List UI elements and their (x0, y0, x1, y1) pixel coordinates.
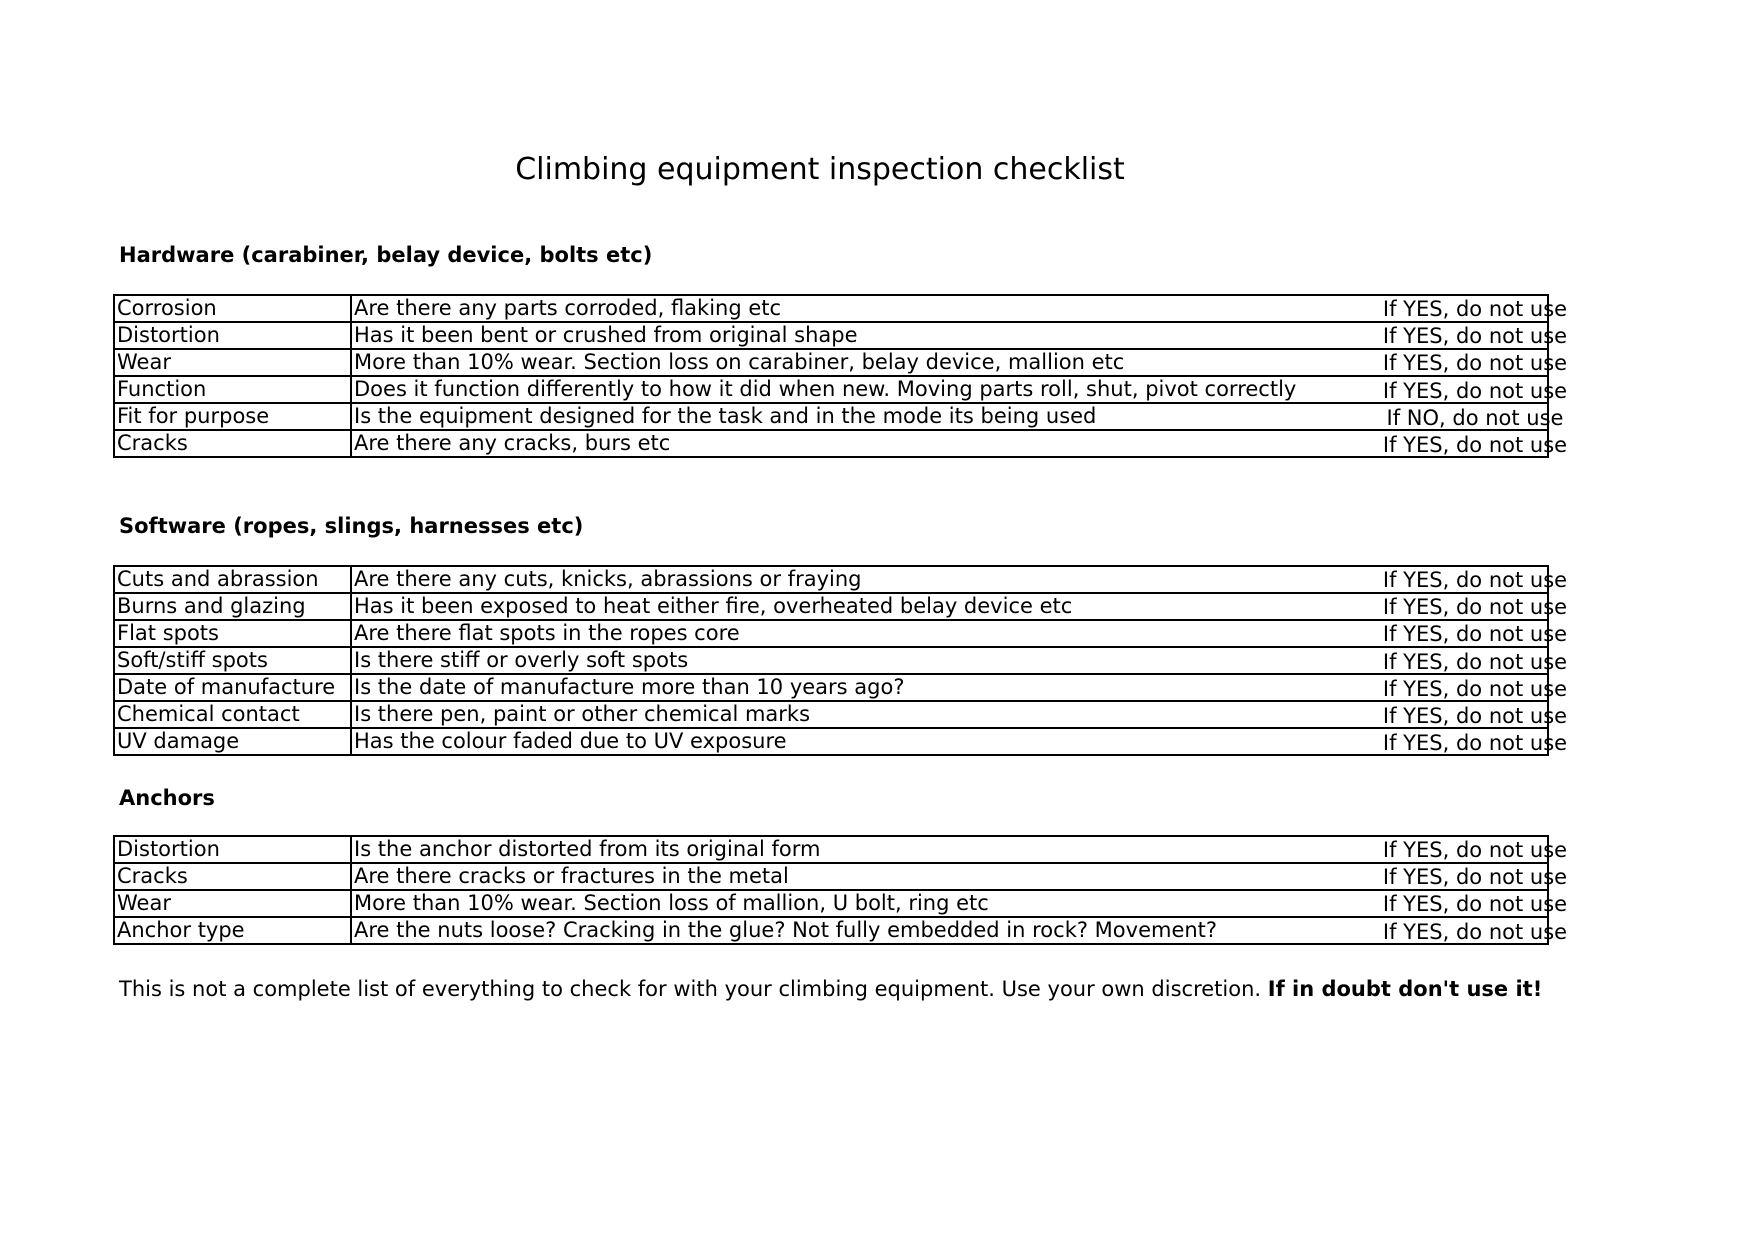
item-label: Chemical contact (114, 701, 351, 728)
software-verdicts (1330, 567, 1620, 757)
item-question: Has the colour faded due to UV exposure (351, 728, 1548, 755)
verdict-text: If YES, do not use (1382, 595, 1568, 620)
verdict-text: If YES, do not use (1382, 568, 1568, 592)
hardware-verdicts (1330, 296, 1620, 459)
item-question: Are there any parts corroded, flaking etc (351, 295, 1548, 322)
item-question: Has it been exposed to heat either fire, overheated belay device etc (351, 593, 1548, 620)
item-question: Is the equipment designed for the task and in the mode its being used (351, 403, 1548, 430)
item-label: Anchor type (114, 917, 351, 944)
item-label: Burns and glazing (114, 593, 351, 620)
verdict-text: If YES, do not use (1382, 432, 1568, 457)
page-title: Climbing equipment inspection checklist (515, 152, 1125, 187)
item-question: More than 10% wear. Section loss on carabiner, belay device, mallion etc (351, 349, 1548, 376)
item-question: Are there cracks or fractures in the metal (351, 863, 1548, 890)
verdict-text: If YES, do not use (1382, 324, 1568, 349)
anchors-verdicts (1330, 837, 1620, 946)
section-heading-software: Software (ropes, slings, harnesses etc) (119, 514, 584, 538)
item-label: Wear (114, 349, 351, 376)
section-heading-hardware: Hardware (carabiner, belay device, bolts etc) (119, 243, 653, 267)
item-question: Are there flat spots in the ropes core (351, 620, 1548, 647)
verdict-text: If YES, do not use (1382, 297, 1568, 321)
footer-text: This is not a complete list of everything to check for with your climbing equipment. Use your own discretion. (119, 977, 1268, 1001)
item-label: Wear (114, 890, 351, 917)
verdict-text: If YES, do not use (1382, 703, 1568, 728)
verdict-text: If YES, do not use (1382, 622, 1568, 647)
item-label: Soft/stiff spots (114, 647, 351, 674)
item-label: Fit for purpose (114, 403, 351, 430)
verdict-text: If YES, do not use (1382, 378, 1568, 403)
verdict-text: If NO, do not use (1386, 405, 1564, 430)
item-question: Does it function differently to how it did when new. Moving parts roll, shut, pivot correctly (351, 376, 1548, 403)
item-question: Is there stiff or overly soft spots (351, 647, 1548, 674)
section-heading-anchors: Anchors (119, 786, 215, 810)
item-label: Cracks (114, 863, 351, 890)
item-label: Distortion (114, 836, 351, 863)
item-question: Is there pen, paint or other chemical marks (351, 701, 1548, 728)
verdict-text: If YES, do not use (1382, 865, 1568, 890)
item-question: Are there any cuts, knicks, abrassions or fraying (351, 566, 1548, 593)
item-label: Cracks (114, 430, 351, 457)
item-label: Cuts and abrassion (114, 566, 351, 593)
verdict-text: If YES, do not use (1382, 676, 1568, 701)
verdict-text: If YES, do not use (1382, 731, 1568, 756)
verdict-text: If YES, do not use (1382, 892, 1568, 917)
item-label: Date of manufacture (114, 674, 351, 701)
item-label: Function (114, 376, 351, 403)
item-question: Is the anchor distorted from its original form (351, 836, 1548, 863)
item-question: More than 10% wear. Section loss of mallion, U bolt, ring etc (351, 890, 1548, 917)
item-label: Corrosion (114, 295, 351, 322)
item-question: Are there any cracks, burs etc (351, 430, 1548, 457)
verdict-text: If YES, do not use (1382, 838, 1568, 862)
item-label: UV damage (114, 728, 351, 755)
verdict-text: If YES, do not use (1382, 351, 1568, 376)
item-question: Is the date of manufacture more than 10 years ago? (351, 674, 1548, 701)
item-label: Distortion (114, 322, 351, 349)
verdict-text: If YES, do not use (1382, 649, 1568, 674)
footer-emphasis: If in doubt don't use it! (1267, 977, 1543, 1001)
verdict-text: If YES, do not use (1382, 919, 1568, 944)
item-question: Has it been bent or crushed from original shape (351, 322, 1548, 349)
item-label: Flat spots (114, 620, 351, 647)
item-question: Are the nuts loose? Cracking in the glue? Not fully embedded in rock? Movement? (351, 917, 1548, 944)
footer-note (119, 975, 1542, 1003)
